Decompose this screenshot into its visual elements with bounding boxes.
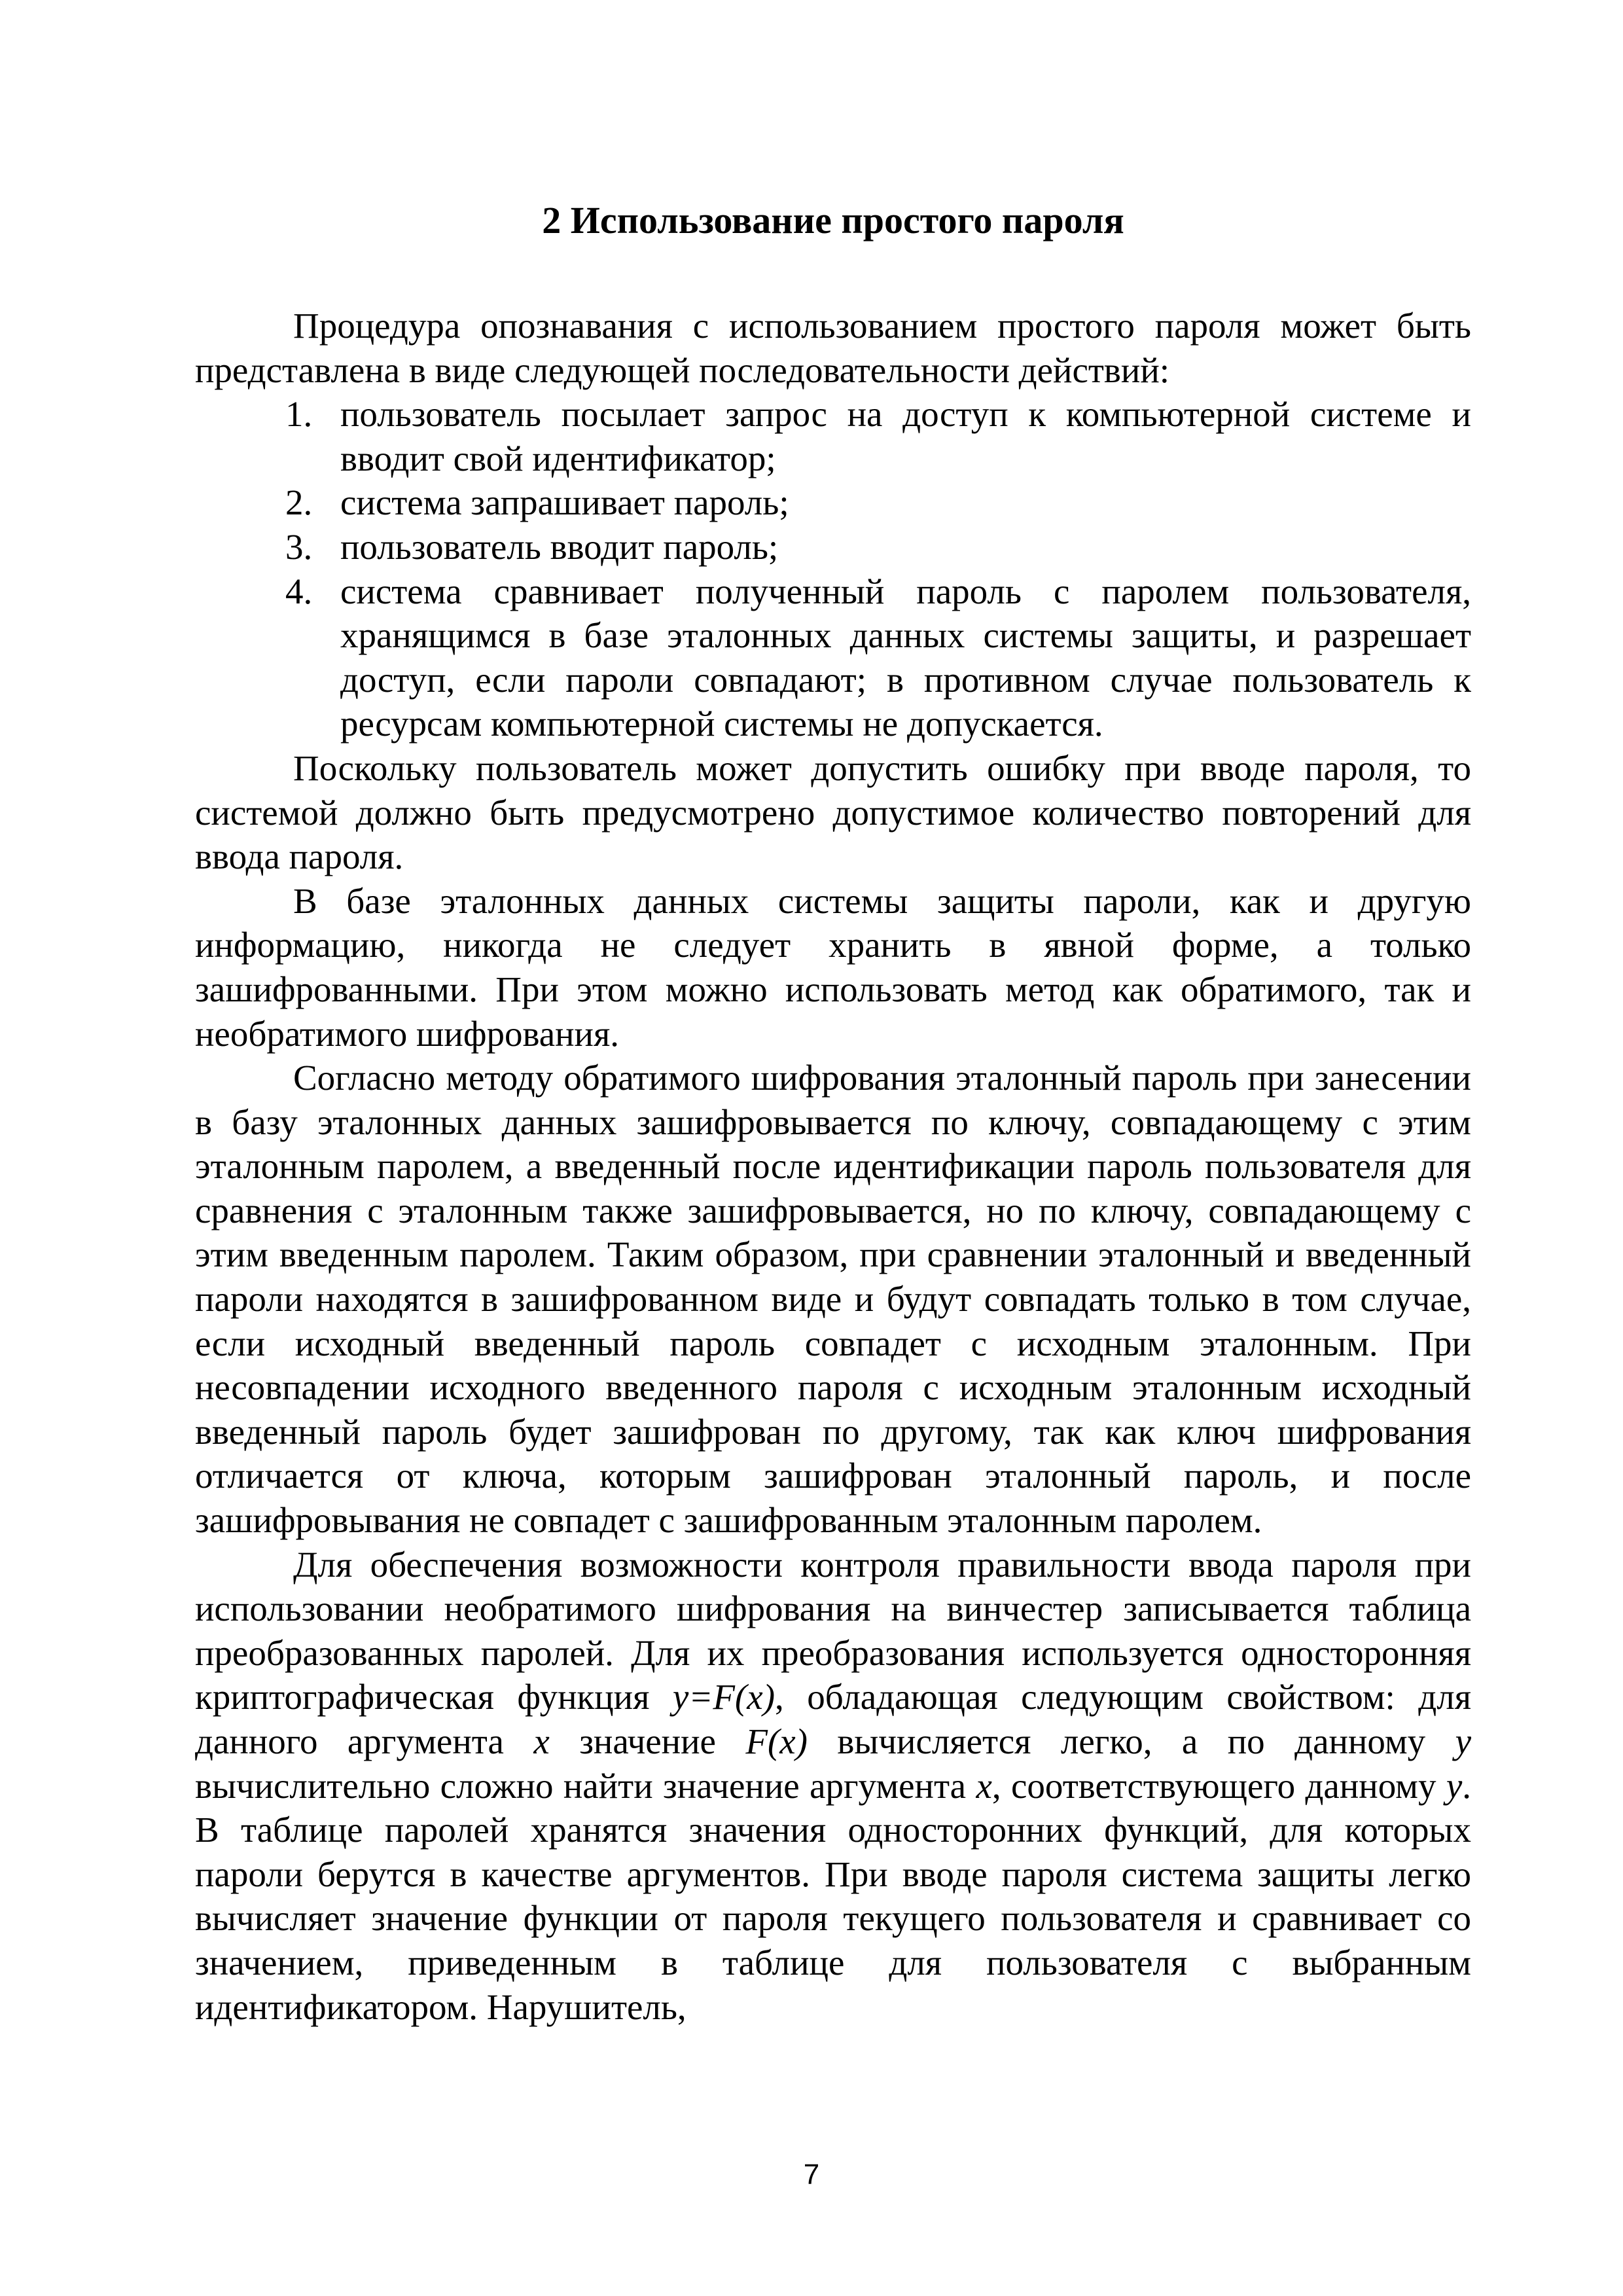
list-item-text: система сравнивает полученный пароль с паролем пользователя, хранящимся в базе эталонных данных системы защиты, и разрешает доступ, если пароли совпадают; в противном случае пользователь к ресурсам компьютерной системы не допускается.: [340, 571, 1471, 744]
page-number: 7: [803, 2159, 820, 2191]
text-run: Для обеспечения возможности контроля правильности ввода пароля при использовании необратимого шифрования на винчестер записывается таблица преобразованных паролей. Для их преобразования используется односторонняя криптографическая функция: [195, 1544, 1471, 1717]
formula-f-of-x: F(x): [745, 1721, 808, 1761]
variable-y: y: [1455, 1721, 1471, 1761]
text-run: , обладающая следующим свойством: для данного аргумента: [195, 1677, 1471, 1761]
password-storage-paragraph: В базе эталонных данных системы защиты пароли, как и другую информацию, никогда не следует хранить в явной форме, а только зашифрованными. При этом можно использовать метод как обратимого, так и необратимого шифрования.: [195, 880, 1471, 1054]
reversible-encryption-paragraph: Согласно методу обратимого шифрования эталонный пароль при занесении в базу эталонных данных зашифровывается по ключу, совпадающему с этим эталонным паролем, а введенный после идентификации пароль пользователя для сравнения с эталонным также зашифровывается, но по ключу, совпадающему с этим введенным паролем. Таким образом, при сравнении эталонный и введенный пароли находятся в зашифрованном виде и будут совпадать только в том случае, если исходный введенный пароль совпадет с исходным эталонным. При несовпадении исходного введенного пароля с исходным эталонным исходный введенный пароль будет зашифрован по другому, так как ключ шифрования отличается от ключа, которым зашифрован эталонный пароль, и после зашифровывания не совпадет с зашифрованным эталонным паролем.: [195, 1058, 1471, 1541]
text-run: вычисляется легко, а по данному: [808, 1721, 1455, 1761]
list-item: [195, 480, 1471, 525]
variable-x: x: [976, 1765, 992, 1806]
text-run: , соответствующего данному: [991, 1765, 1446, 1806]
list-item-text: пользователь вводит пароль;: [340, 526, 779, 567]
section-heading: 2 Использование простого пароля: [542, 199, 1124, 242]
list-item: [195, 525, 1471, 569]
text-run: значение: [549, 1721, 746, 1761]
intro-paragraph: Процедура опознавания с использованием простого пароля может быть представлена в виде следующей последовательности действий:: [195, 306, 1471, 390]
list-item-number: 4.: [285, 571, 313, 611]
list-item-text: система запрашивает пароль;: [340, 482, 789, 523]
irreversible-encryption-paragraph: [195, 1543, 1471, 2030]
variable-y: y: [1446, 1765, 1463, 1806]
list-item: [195, 569, 1471, 746]
page-content: [195, 185, 1471, 2029]
list-item: [195, 392, 1471, 480]
procedure-steps-list: [195, 392, 1471, 746]
list-item-text: пользователь посылает запрос на доступ к компьютерной системе и вводит свой идентификатор;: [340, 394, 1471, 478]
text-run: вычислительно сложно найти значение аргумента: [195, 1765, 976, 1806]
formula-y-equals-f-of-x: y=F(x): [672, 1677, 776, 1717]
variable-x: x: [533, 1721, 550, 1761]
text-run: . В таблице паролей хранятся значения односторонних функций, для которых пароли берутся в качестве аргументов. При вводе пароля система защиты легко вычисляет значение функции от пароля текущего пользователя и сравнивает со значением, приведенным в таблице для пользователя с выбранным идентификатором. Нарушитель,: [195, 1765, 1471, 2027]
list-item-number: 3.: [285, 526, 313, 567]
list-item-number: 2.: [285, 482, 313, 523]
password-errors-paragraph: Поскольку пользователь может допустить ошибку при вводе пароля, то системой должно быть предусмотрено допустимое количество повторений для ввода пароля.: [195, 747, 1471, 877]
list-item-number: 1.: [285, 394, 313, 435]
